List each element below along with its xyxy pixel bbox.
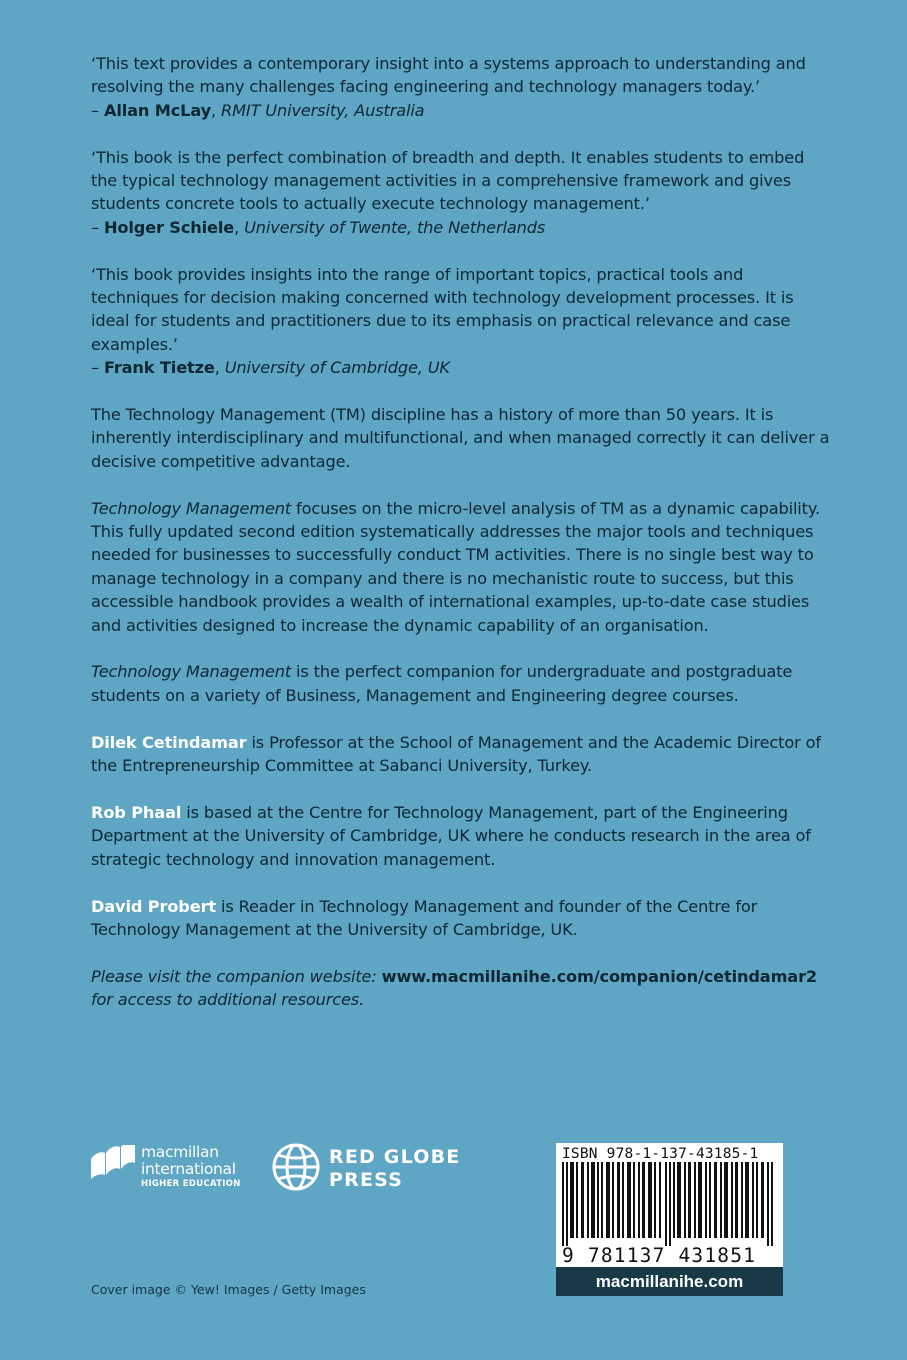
- author-name: Rob Phaal: [91, 802, 182, 822]
- macmillan-line-3: HIGHER EDUCATION: [141, 1179, 241, 1189]
- globe-icon: [271, 1142, 321, 1192]
- companion-text: [91, 965, 831, 1012]
- publisher-website[interactable]: macmillanihe.com: [556, 1267, 783, 1296]
- description-rest: focuses on the micro-level analysis of TM as a dynamic capability. This fully updated second edition systematically addresses the major tools and techniques needed for businesses to successfully conduct TM activities. There is no single best way to manage technology in a company and there is no mechanistic route to success, but this accessible handbook provides a wealth of international examples, up-to-date case studies and activities designed to increase the dynamic capability of an organisation.: [91, 498, 820, 635]
- rgp-line-2: PRESS: [329, 1169, 404, 1191]
- review-quote-2: [91, 146, 831, 240]
- description-paragraph-2: [91, 497, 831, 637]
- macmillan-logo: [91, 1141, 251, 1193]
- author-name: David Probert: [91, 896, 216, 916]
- quote-attribution: [91, 99, 831, 122]
- description-paragraph-3: [91, 660, 831, 707]
- quote-text: ‘This book is the perfect combination of breadth and depth. It enables students to embed the typical technology management activities in a comprehensive framework and gives students concrete tools to actually execute technology management.’: [91, 147, 805, 214]
- author-bio-2: [91, 801, 831, 871]
- attribution-dash: –: [91, 217, 104, 237]
- cover-image-credit: Cover image © Yew! Images / Getty Images: [91, 1282, 366, 1297]
- quote-attribution: [91, 216, 831, 239]
- quote-affiliation: University of Twente, the Netherlands: [244, 217, 546, 237]
- attribution-separator: ,: [211, 100, 222, 120]
- quote-author: Holger Schiele: [103, 217, 235, 237]
- back-cover-text: [91, 52, 831, 1035]
- quote-text: ‘This book provides insights into the range of important topics, practical tools and techniques for decision making concerned with technology development processes. It is ideal for students and practitioners due to its emphasis on practical relevance and case examples.’: [91, 264, 794, 354]
- description-text: The Technology Management (TM) discipline has a history of more than 50 years. It is inherently interdisciplinary and multifunctional, and when managed correctly it can deliver a decisive competitive advantage.: [91, 405, 830, 471]
- companion-url[interactable]: www.macmillanihe.com/companion/cetindamar2: [381, 966, 818, 986]
- author-bio-text: [91, 731, 831, 778]
- companion-website-note: [91, 965, 831, 1012]
- book-title: Technology Management: [91, 498, 292, 518]
- author-bio: is Professor at the School of Management and the Academic Director of the Entrepreneurship Committee at Sabanci University, Turkey.: [91, 732, 821, 776]
- description-text: [91, 660, 831, 707]
- author-bio-text: [91, 895, 831, 942]
- quote-author: Allan McLay: [103, 100, 212, 120]
- quote-affiliation: RMIT University, Australia: [221, 100, 425, 120]
- barcode-icon: [560, 1162, 779, 1246]
- description-rest: is the perfect companion for undergraduate and postgraduate students on a variety of Business, Management and Engineering degree courses.: [91, 662, 793, 705]
- description-text: [91, 497, 831, 637]
- description-paragraph-1: [91, 403, 831, 473]
- author-bio-text: [91, 801, 831, 871]
- attribution-separator: ,: [214, 358, 225, 378]
- macmillan-line-2: international: [141, 1160, 236, 1178]
- attribution-dash: –: [91, 100, 104, 120]
- author-name: Dilek Cetindamar: [91, 732, 247, 752]
- book-title: Technology Management: [91, 662, 292, 682]
- author-bio: is based at the Centre for Technology Management, part of the Engineering Department at the University of Cambridge, UK where he conducts research in the area of strategic technology and innovation management.: [91, 802, 811, 869]
- author-bio-1: [91, 731, 831, 778]
- author-bio: is Reader in Technology Management and founder of the Centre for Technology Management at the University of Cambridge, UK.: [91, 896, 758, 939]
- attribution-separator: ,: [234, 217, 245, 237]
- author-bio-3: [91, 895, 831, 942]
- macmillan-m-icon: [91, 1145, 135, 1183]
- quote-text: ‘This text provides a contemporary insight into a systems approach to understanding and resolving the many challenges facing engineering and technology managers today.’: [91, 54, 806, 97]
- quote-attribution: [91, 356, 831, 379]
- isbn-text: ISBN 978-1-137-43185-1: [562, 1146, 759, 1162]
- quote-author: Frank Tietze: [103, 358, 215, 378]
- attribution-dash: –: [91, 358, 104, 378]
- review-quote-3: [91, 263, 831, 380]
- companion-suffix: for access to additional resources.: [91, 990, 365, 1010]
- review-quote-1: [91, 52, 831, 122]
- rgp-line-1: RED GLOBE: [329, 1146, 461, 1168]
- barcode-digits: 9 781137 431851: [562, 1244, 757, 1267]
- barcode-box: [556, 1143, 783, 1296]
- macmillan-line-1: macmillan: [141, 1143, 219, 1161]
- red-globe-press-logo: [271, 1141, 471, 1193]
- companion-prefix: Please visit the companion website:: [91, 966, 382, 986]
- quote-affiliation: University of Cambridge, UK: [224, 358, 450, 378]
